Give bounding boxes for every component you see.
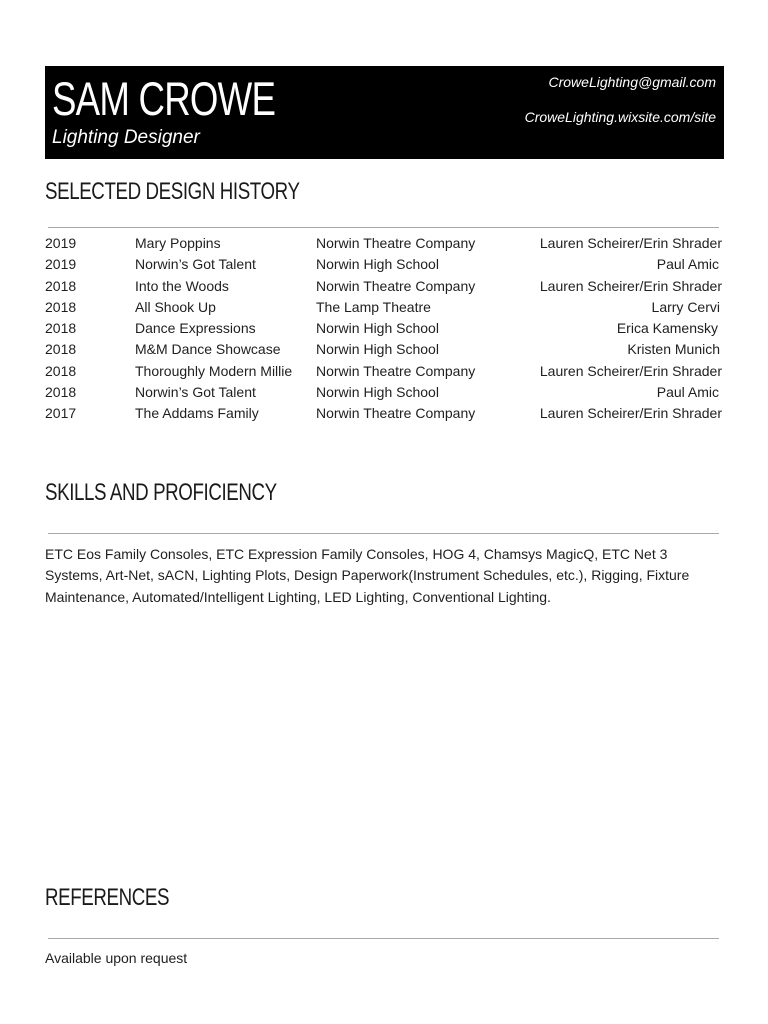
history-director: Lauren Scheirer/Erin Shrader — [539, 362, 722, 379]
history-show: Dance Expressions — [135, 320, 256, 337]
history-company: Norwin Theatre Company — [316, 362, 476, 379]
history-show: Norwin’s Got Talent — [135, 256, 256, 273]
history-show: Norwin’s Got Talent — [135, 384, 256, 401]
history-row — [45, 382, 725, 403]
history-year: 2018 — [45, 320, 77, 337]
history-year: 2017 — [45, 405, 77, 422]
history-director: Paul Amic — [656, 256, 719, 273]
skills-text: ETC Eos Family Consoles, ETC Expression Family Consoles, HOG 4, Chamsys MagicQ, ETC Net 3 Systems, Art-Net, sACN, Lighting Plots, Design Paperwork(Instrument Schedules, etc.), Rigging, Fixture Maintenance, Automated/Intelligent Lighting, LED Lighting, Conventional Lighting. — [45, 546, 690, 605]
history-row — [45, 276, 725, 297]
email-link[interactable]: CroweLighting@gmail.com — [548, 74, 716, 90]
history-director: Erica Kamensky — [616, 320, 718, 337]
designer-name: SAM CROWE — [52, 72, 276, 125]
history-director: Larry Cervi — [651, 298, 720, 315]
design-history-divider — [48, 227, 719, 228]
history-director: Paul Amic — [656, 384, 719, 401]
history-company: Norwin Theatre Company — [316, 277, 476, 294]
history-year: 2018 — [45, 341, 77, 358]
history-show: All Shook Up — [135, 298, 216, 315]
resume-header — [45, 66, 724, 159]
history-company: Norwin High School — [316, 341, 439, 358]
history-director: Kristen Munich — [627, 341, 720, 358]
history-company: Norwin High School — [316, 256, 439, 273]
references-text: Available upon request — [45, 950, 188, 966]
history-year: 2019 — [45, 256, 77, 273]
history-row — [45, 254, 725, 275]
history-show: The Addams Family — [135, 405, 259, 422]
history-show: Into the Woods — [135, 277, 229, 294]
history-row — [45, 339, 725, 360]
history-year: 2018 — [45, 277, 77, 294]
history-show: Mary Poppins — [135, 235, 221, 251]
history-year: 2019 — [45, 235, 77, 251]
designer-role: Lighting Designer — [52, 127, 200, 148]
history-company: Norwin Theatre Company — [316, 405, 476, 422]
history-director: Lauren Scheirer/Erin Shrader — [539, 277, 722, 294]
history-company: Norwin High School — [316, 320, 439, 337]
history-director: Lauren Scheirer/Erin Shrader — [539, 235, 722, 251]
history-show: Thoroughly Modern Millie — [135, 362, 293, 379]
history-row — [45, 403, 725, 424]
history-year: 2018 — [45, 362, 77, 379]
skills-divider — [48, 533, 719, 534]
history-show: M&M Dance Showcase — [135, 341, 281, 358]
references-divider — [48, 938, 719, 939]
website-link[interactable]: CroweLighting.wixsite.com/site — [524, 109, 716, 125]
history-row — [45, 361, 725, 382]
history-company: Norwin High School — [316, 384, 439, 401]
history-director: Lauren Scheirer/Erin Shrader — [539, 405, 722, 422]
history-company: The Lamp Theatre — [316, 298, 431, 315]
design-history-heading: SELECTED DESIGN HISTORY — [45, 178, 300, 205]
history-year: 2018 — [45, 298, 77, 315]
references-heading: REFERENCES — [45, 884, 170, 911]
history-company: Norwin Theatre Company — [316, 235, 476, 251]
history-row — [45, 233, 725, 254]
history-year: 2018 — [45, 384, 77, 401]
history-row — [45, 297, 725, 318]
skills-heading: SKILLS AND PROFICIENCY — [45, 479, 277, 506]
history-row — [45, 318, 725, 339]
design-history-table — [45, 233, 725, 425]
